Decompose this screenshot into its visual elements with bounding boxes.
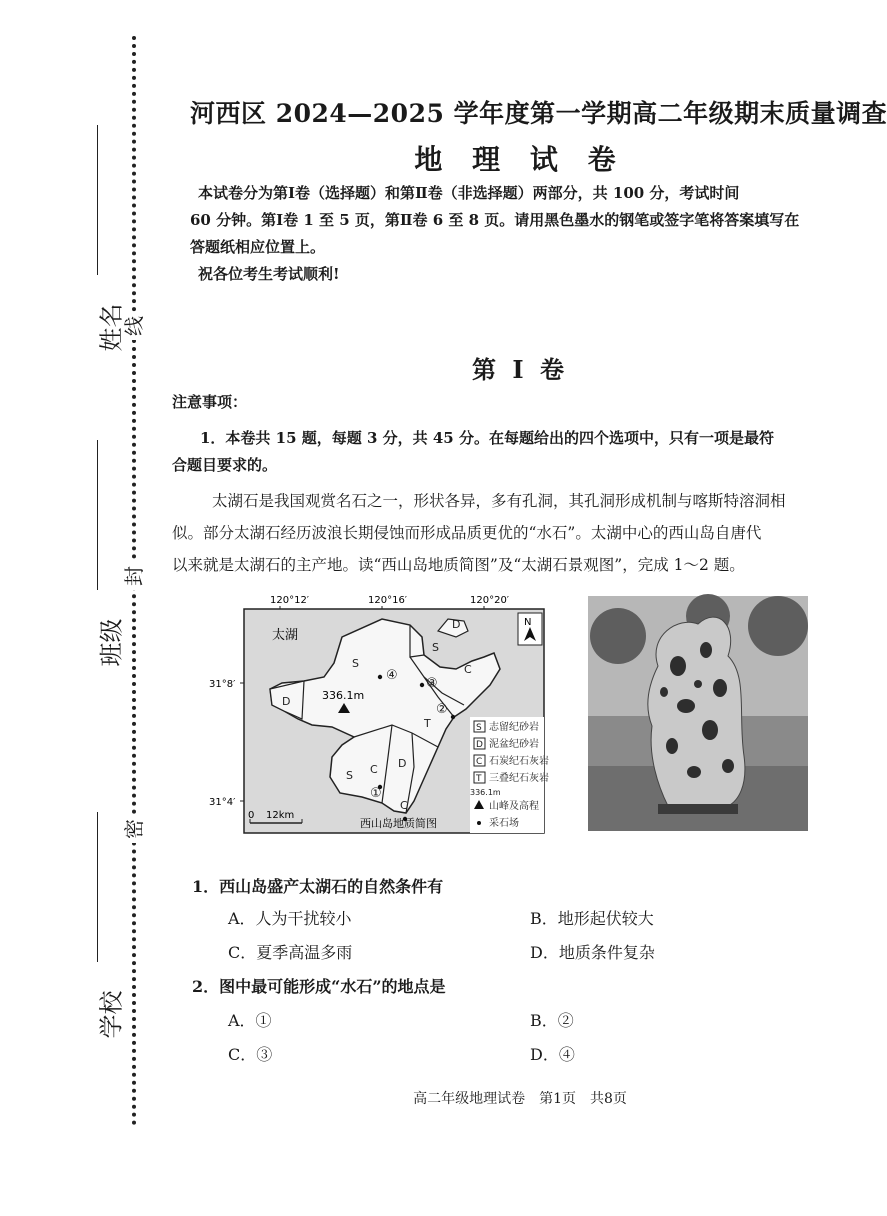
class-field-line (97, 440, 98, 590)
exam-subtitle: 地 理 试 卷 (414, 143, 626, 176)
school-field[interactable] (55, 812, 126, 1052)
binding-word-mi: 密 (120, 815, 148, 843)
name-field[interactable] (55, 125, 126, 365)
notice-line-2: 合题目要求的。 (172, 456, 278, 474)
name-field-label: 姓名 (97, 303, 126, 352)
notice-label: 注意事项： (172, 393, 248, 411)
exam-title: 河西区 2024—2025 学年度第一学期高二年级期末质量调查 (190, 99, 887, 128)
region-letter: C (464, 663, 472, 676)
site-number-4: ④ (386, 668, 398, 683)
binding-word-xian: 线 (120, 312, 148, 340)
site-number-1: ① (370, 786, 382, 801)
north-arrow-label: N (524, 617, 532, 628)
lake-label: 太湖 (272, 628, 299, 643)
region-letter: S (432, 641, 439, 654)
passage-line-2: 似。部分太湖石经历波浪长期侵蚀而形成品质更优的“水石”。太湖中心的西山岛自唐代 (172, 524, 762, 542)
site-number-3: ③ (426, 676, 438, 691)
svg-text:D: D (476, 740, 483, 750)
region-letter: C (370, 763, 378, 776)
lat-label-2: 31°4′ (209, 797, 236, 808)
class-field[interactable] (55, 440, 126, 680)
question-2-stem: 2．图中最可能形成“水石”的地点是 (192, 977, 446, 996)
intro-wish: 祝各位考生考试顺利! (198, 265, 340, 283)
question-1-option-a[interactable]: A．人为干扰较小 (228, 909, 352, 928)
class-field-label: 班级 (97, 618, 126, 667)
svg-text:山峰及高程: 山峰及高程 (489, 801, 539, 812)
intro-line-3: 答题纸相应位置上。 (190, 238, 326, 256)
question-2-option-b[interactable]: B．② (530, 1011, 574, 1030)
question-2-option-c[interactable]: C．③ (228, 1045, 273, 1064)
svg-text:志留纪砂岩: 志留纪砂岩 (489, 722, 539, 733)
scale-label-km: 12km (266, 810, 295, 821)
page-footer: 高二年级地理试卷 第1页 共8页 (413, 1091, 627, 1107)
svg-text:336.1m: 336.1m (470, 788, 501, 797)
lat-label-1: 31°8′ (209, 679, 236, 690)
svg-text:T: T (476, 774, 482, 784)
school-field-label: 学校 (97, 990, 126, 1039)
quarry-site-2-dot (451, 715, 455, 719)
school-field-line (97, 812, 98, 962)
binding-word-feng: 封 (120, 562, 148, 590)
region-letter: C (400, 799, 408, 812)
question-2-option-d[interactable]: D．④ (530, 1045, 575, 1064)
taihu-stone-photo (588, 596, 808, 831)
name-field-line (97, 125, 98, 275)
region-letter: D (282, 695, 291, 708)
intro-line-1: 本试卷分为第Ⅰ卷（选择题）和第Ⅱ卷（非选择题）两部分，共 100 分，考试时间 (198, 184, 740, 202)
intro-line-2: 60 分钟。第Ⅰ卷 1 至 5 页，第Ⅱ卷 6 至 8 页。请用黑色墨水的钢笔或签字笔将答案填写在 (190, 211, 800, 229)
svg-text:采石场: 采石场 (489, 818, 519, 829)
question-1-option-d[interactable]: D．地质条件复杂 (530, 943, 655, 962)
question-1-option-c[interactable]: C．夏季高温多雨 (228, 943, 353, 962)
question-2-option-a[interactable]: A．① (228, 1011, 272, 1030)
map-legend (470, 717, 549, 833)
site-number-2: ② (436, 702, 448, 717)
region-letter: S (346, 769, 353, 782)
section-title: 第 Ⅰ 卷 (472, 355, 568, 384)
region-letter: D (452, 618, 461, 631)
svg-text:S: S (476, 723, 482, 733)
quarry-site-4-dot (378, 675, 382, 679)
region-letter: D (398, 757, 407, 770)
region-letter: S (352, 657, 359, 670)
svg-text:三叠纪石灰岩: 三叠纪石灰岩 (489, 773, 549, 784)
binding-margin (0, 0, 170, 1216)
peak-elevation: 336.1m (322, 689, 365, 702)
lon-label-3: 120°20′ (470, 595, 510, 606)
svg-text:石炭纪石灰岩: 石炭纪石灰岩 (489, 756, 549, 767)
passage-line-3: 以来就是太湖石的主产地。读“西山岛地质简图”及“太湖石景观图”，完成 1～2 题。 (172, 556, 745, 574)
question-1-stem: 1．西山岛盛产太湖石的自然条件有 (192, 877, 444, 896)
quarry-site-3-dot (420, 683, 424, 687)
lon-label-2: 120°16′ (368, 595, 408, 606)
geological-map (209, 595, 612, 837)
map-caption: 西山岛地质简图 (360, 817, 437, 830)
lon-label-1: 120°12′ (270, 595, 310, 606)
region-letter: T (424, 717, 431, 730)
svg-text:泥盆纪砂岩: 泥盆纪砂岩 (489, 739, 539, 750)
scale-label-zero: 0 (248, 810, 255, 821)
question-1-option-b[interactable]: B．地形起伏较大 (530, 909, 654, 928)
svg-text:C: C (476, 757, 483, 767)
passage-line-1: 太湖石是我国观赏名石之一，形状各异，多有孔洞，其孔洞形成机制与喀斯特溶洞相 (212, 492, 786, 510)
notice-line-1: 1．本卷共 15 题，每题 3 分，共 45 分。在每题给出的四个选项中，只有一项是最符 (200, 429, 774, 447)
